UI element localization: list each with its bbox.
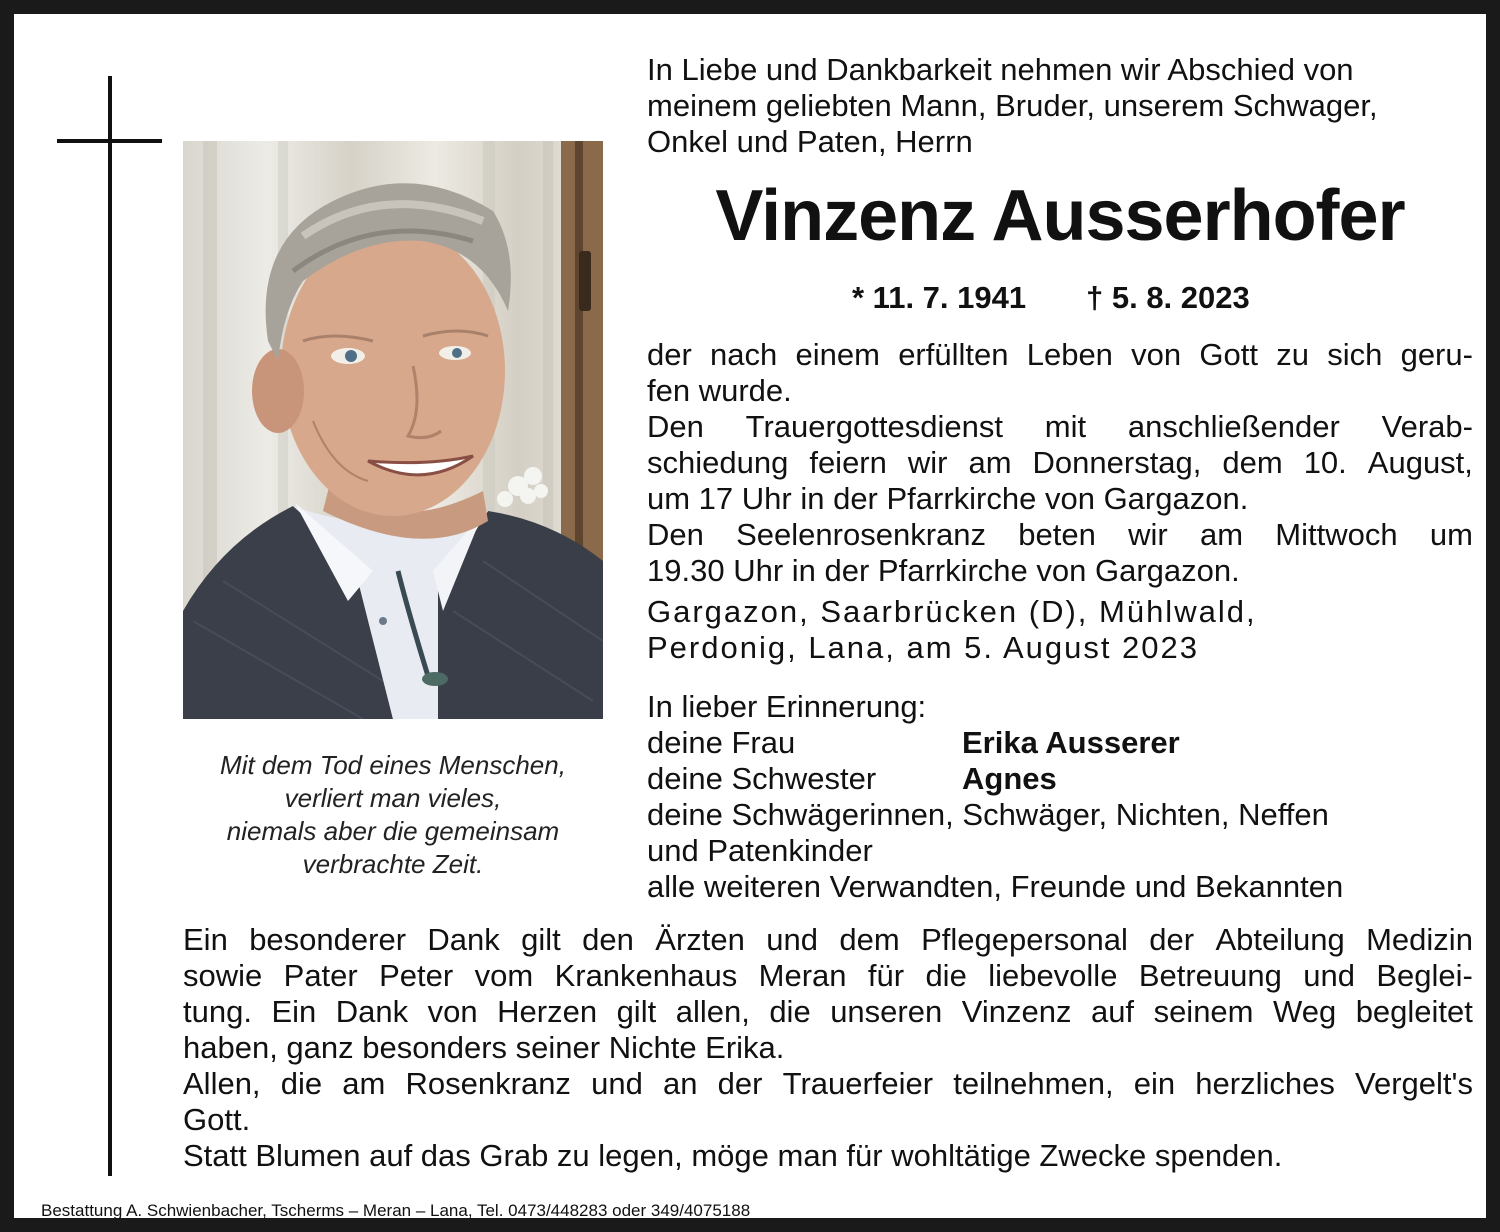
word: Ärzten xyxy=(655,922,745,957)
word: der xyxy=(647,337,692,372)
word: die xyxy=(769,994,811,1029)
word: zu xyxy=(1276,337,1309,372)
mourner-line: und Patenkinder xyxy=(647,833,873,868)
word: mit xyxy=(1044,409,1087,444)
word: vom xyxy=(474,958,534,993)
word: am xyxy=(968,445,1012,480)
quote-line: verliert man vieles, xyxy=(284,783,502,813)
word: ein xyxy=(1133,1066,1176,1101)
word: auf xyxy=(1090,994,1135,1029)
word: schiedung xyxy=(647,445,789,480)
service-details xyxy=(647,337,1473,589)
mourner-row xyxy=(647,725,1473,761)
word: Pater xyxy=(283,958,358,993)
intro-line: meinem geliebten Mann, Bruder, unserem Schwager, xyxy=(647,88,1378,123)
word: die xyxy=(280,1066,323,1101)
word: sowie xyxy=(183,958,263,993)
word: dem xyxy=(839,922,900,957)
word: an xyxy=(663,1066,698,1101)
word: feiern xyxy=(809,445,887,480)
word: den xyxy=(582,922,634,957)
word: Trauergottesdienst xyxy=(745,409,1003,444)
word: Dank xyxy=(335,994,409,1029)
birth-date: * 11. 7. 1941 xyxy=(852,280,1027,315)
word: liebevolle xyxy=(988,958,1118,993)
word: Den xyxy=(647,517,704,552)
word: Pflegepersonal xyxy=(921,922,1128,957)
deceased-name: Vinzenz Ausserhofer xyxy=(715,176,1405,256)
quote-line: niemals aber die gemeinsam xyxy=(226,816,560,846)
body-line: fen wurde. xyxy=(647,373,792,408)
word: Abteilung xyxy=(1215,922,1345,957)
word: tung. xyxy=(183,994,252,1029)
thanks-text xyxy=(183,922,1473,1174)
word: Betreuung xyxy=(1138,958,1282,993)
word: am xyxy=(1199,517,1244,552)
portrait-illustration xyxy=(183,141,603,719)
body-line xyxy=(647,337,1473,373)
word: um xyxy=(1429,517,1473,552)
relation-label: deine Frau xyxy=(647,725,796,760)
portrait-photo xyxy=(183,141,603,719)
thanks-line xyxy=(183,1066,1473,1102)
word: Mittwoch xyxy=(1275,517,1398,552)
word: und xyxy=(1303,958,1355,993)
thanks-line: Statt Blumen auf das Grab zu legen, möge man für wohltätige Zwecke spenden. xyxy=(183,1138,1283,1173)
mourners-heading: In lieber Erinnerung: xyxy=(647,689,927,724)
thanks-line xyxy=(183,958,1473,994)
word: sich xyxy=(1327,337,1383,372)
body-line: 19.30 Uhr in der Pfarrkirche von Gargazon. xyxy=(647,553,1240,588)
thanks-line: Gott. xyxy=(183,1102,251,1137)
word: 10. xyxy=(1303,445,1347,480)
body-line xyxy=(647,517,1473,553)
word: Vergelt's xyxy=(1355,1066,1473,1101)
word: Herzen xyxy=(497,994,598,1029)
word: Trauerfeier xyxy=(782,1066,934,1101)
funeral-home-footer: Bestattung A. Schwienbacher, Tscherms – Meran – Lana, Tel. 0473/448283 oder 349/4075188 xyxy=(41,1201,751,1220)
word: August, xyxy=(1367,445,1473,480)
mourners-list xyxy=(647,689,1473,905)
intro-text xyxy=(647,52,1473,160)
thanks-line xyxy=(183,922,1473,958)
body-line xyxy=(647,445,1473,481)
relation-label: deine Schwester xyxy=(647,761,877,796)
word: für xyxy=(867,958,905,993)
word: der xyxy=(1149,922,1195,957)
word: wir xyxy=(1128,517,1168,552)
word: Dank xyxy=(427,922,500,957)
word: Weg xyxy=(1273,994,1337,1029)
word: wir xyxy=(907,445,948,480)
places-line: Gargazon, Saarbrücken (D), Mühlwald, xyxy=(647,594,1257,629)
word: seinem xyxy=(1153,994,1254,1029)
word: besonderer xyxy=(249,922,407,957)
word: Verab- xyxy=(1381,409,1473,444)
word: beten xyxy=(1018,517,1096,552)
word: unseren xyxy=(830,994,943,1029)
word: am xyxy=(342,1066,386,1101)
word: Rosenkranz xyxy=(405,1066,571,1101)
word: gilt xyxy=(521,922,561,957)
word: Seelenrosenkranz xyxy=(736,517,987,552)
mourner-line: deine Schwägerinnen, Schwäger, Nichten, Neffen xyxy=(647,797,1329,832)
word: Ein xyxy=(183,922,228,957)
cross-vertical-bar xyxy=(108,76,112,1176)
thanks-line xyxy=(183,994,1473,1030)
word: dem xyxy=(1222,445,1283,480)
memorial-quote xyxy=(183,749,603,881)
word: herzliches xyxy=(1195,1066,1335,1101)
word: von xyxy=(427,994,478,1029)
body-line xyxy=(647,409,1473,445)
word: Meran xyxy=(758,958,847,993)
word: Beglei- xyxy=(1376,958,1473,993)
cross-horizontal-bar xyxy=(57,139,162,143)
word: anschließender xyxy=(1127,409,1340,444)
word: Ein xyxy=(271,994,317,1029)
word: Den xyxy=(647,409,704,444)
word: einem xyxy=(795,337,880,372)
word: Allen, xyxy=(183,1066,261,1101)
word: begleitet xyxy=(1355,994,1473,1029)
place-and-date xyxy=(647,594,1473,666)
word: erfüllten xyxy=(898,337,1009,372)
intro-line: In Liebe und Dankbarkeit nehmen wir Abschied von xyxy=(647,52,1354,87)
word: gilt xyxy=(616,994,657,1029)
word: der xyxy=(717,1066,763,1101)
places-line: Perdonig, Lana, am 5. August 2023 xyxy=(647,630,1200,665)
death-date: † 5. 8. 2023 xyxy=(1086,280,1250,315)
intro-line: Onkel und Paten, Herrn xyxy=(647,124,973,159)
word: Krankenhaus xyxy=(554,958,738,993)
mourner-row xyxy=(647,761,1473,797)
word: Gott xyxy=(1199,337,1258,372)
quote-line: verbrachte Zeit. xyxy=(302,849,484,879)
word: geru- xyxy=(1400,337,1473,372)
word: von xyxy=(1131,337,1182,372)
mourner-name: Erika Ausserer xyxy=(962,725,1180,760)
thanks-line: haben, ganz besonders seiner Nichte Erika. xyxy=(183,1030,785,1065)
word: Medizin xyxy=(1366,922,1473,957)
quote-line: Mit dem Tod eines Menschen, xyxy=(220,750,566,780)
word: Donnerstag, xyxy=(1032,445,1202,480)
word: die xyxy=(925,958,967,993)
word: und xyxy=(766,922,818,957)
mourner-name: Agnes xyxy=(962,761,1057,796)
word: teilnehmen, xyxy=(953,1066,1114,1101)
word: nach xyxy=(710,337,778,372)
word: Peter xyxy=(379,958,454,993)
word: und xyxy=(591,1066,643,1101)
word: allen, xyxy=(675,994,750,1029)
body-line: um 17 Uhr in der Pfarrkirche von Gargazon. xyxy=(647,481,1249,516)
word: Leben xyxy=(1026,337,1113,372)
word: Vinzenz xyxy=(961,994,1072,1029)
mourner-line: alle weiteren Verwandten, Freunde und Bekannten xyxy=(647,869,1344,904)
